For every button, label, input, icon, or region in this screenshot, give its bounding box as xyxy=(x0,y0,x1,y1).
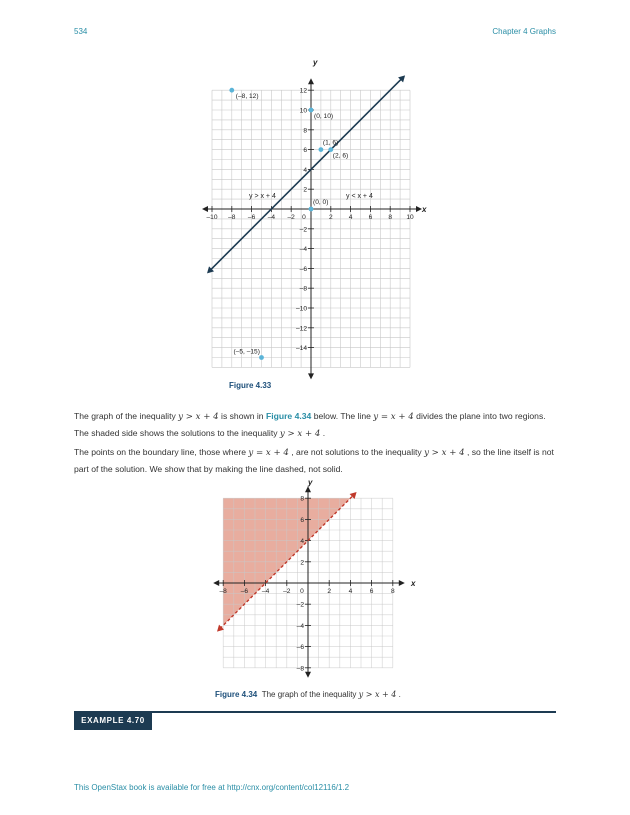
y-axis-label: y xyxy=(308,478,313,487)
x-axis-arrow xyxy=(202,206,208,212)
x-tick-label: 0 xyxy=(300,588,304,595)
y-tick-label: 2 xyxy=(300,559,304,567)
y-tick-label: 6 xyxy=(300,516,304,524)
y-tick-label: 6 xyxy=(303,147,307,155)
y-tick-label: 4 xyxy=(300,538,304,546)
x-tick-label: 8 xyxy=(388,214,393,221)
x-tick-label: 6 xyxy=(369,588,374,595)
point-label: (0, 0) xyxy=(313,199,329,206)
data-point xyxy=(259,355,264,360)
data-point xyxy=(229,88,234,93)
y-tick-label: –14 xyxy=(295,345,307,353)
figure-4-33-graph xyxy=(200,55,425,375)
x-tick-label: 4 xyxy=(348,214,353,221)
y-axis-arrow xyxy=(308,78,314,84)
point-label: (–5, –15) xyxy=(233,348,260,356)
paragraph-1: The graph of the inequality y > x + 4 is shown in Figure 4.34 below. The line y = x + 4 divides the plane into two regions. The shaded side shows the solutions to the inequality y > x + 4 . xyxy=(74,411,546,439)
figure-4-34-caption: Figure 4.34 The graph of the inequality y > x + 4 . xyxy=(215,690,401,699)
y-axis-arrow xyxy=(305,672,311,678)
y-tick-label: –12 xyxy=(295,325,307,333)
x-tick-label: 2 xyxy=(327,588,332,595)
x-tick-label: –4 xyxy=(261,588,270,595)
footer-text: This OpenStax book is available for free at http://cnx.org/content/col12116/1.2 xyxy=(74,783,350,792)
x-axis-label: x xyxy=(422,205,427,214)
y-tick-label: –4 xyxy=(296,622,304,630)
data-point xyxy=(319,147,324,152)
y-axis-label: y xyxy=(313,58,318,67)
y-tick-label: 4 xyxy=(303,166,307,174)
point-label: (2, 6) xyxy=(332,152,349,160)
figure-4-33-caption: Figure 4.33 xyxy=(229,381,272,390)
y-tick-label: –10 xyxy=(295,305,307,313)
y-axis-arrow xyxy=(308,373,314,379)
y-tick-label: –8 xyxy=(299,285,307,293)
y-tick-label: –2 xyxy=(299,226,307,234)
x-tick-label: –6 xyxy=(240,588,249,595)
y-tick-label: 8 xyxy=(303,127,307,135)
x-tick-label: –2 xyxy=(287,214,295,221)
region-label-above: y > x + 4 xyxy=(249,193,276,200)
x-tick-label: –8 xyxy=(228,214,236,221)
figure-4-34-graph xyxy=(213,477,418,677)
point-label: (–8, 12) xyxy=(235,93,259,101)
y-tick-label: –2 xyxy=(296,601,304,609)
x-tick-label: –2 xyxy=(283,588,291,595)
x-tick-label: 8 xyxy=(390,588,395,595)
y-tick-label: –6 xyxy=(299,265,307,273)
y-tick-label: –8 xyxy=(296,665,304,673)
y-tick-label: –4 xyxy=(299,246,307,254)
y-tick-label: 8 xyxy=(300,495,304,503)
y-tick-label: 12 xyxy=(299,87,307,95)
data-point xyxy=(328,147,333,152)
x-tick-label: –4 xyxy=(267,214,276,221)
y-tick-label: –6 xyxy=(296,644,304,652)
region-label-below: y < x + 4 xyxy=(346,193,373,200)
x-tick-label: –8 xyxy=(219,588,227,595)
x-tick-label: 2 xyxy=(328,214,333,221)
chapter-title: Chapter 4 Graphs xyxy=(492,27,556,36)
x-tick-label: 0 xyxy=(302,214,306,221)
x-axis-arrow xyxy=(213,580,219,586)
page-number: 534 xyxy=(74,27,88,36)
x-tick-label: 10 xyxy=(406,214,414,221)
x-axis-label: x xyxy=(411,579,416,588)
x-tick-label: 6 xyxy=(368,214,373,221)
paragraph-2: The points on the boundary line, those where y = x + 4 , are not solutions to the inequality y > x + 4 , so the line itself is not part of the solution. We show that by making the line dashed, not solid. xyxy=(74,447,554,474)
data-point xyxy=(309,108,314,113)
x-tick-label: 4 xyxy=(348,588,353,595)
x-tick-label: –10 xyxy=(206,214,218,221)
example-badge: EXAMPLE 4.70 xyxy=(74,711,152,730)
y-tick-label: 2 xyxy=(303,186,307,194)
point-label: (0, 10) xyxy=(314,113,334,120)
point-label: (1, 6) xyxy=(322,139,339,147)
y-tick-label: 10 xyxy=(299,107,307,115)
data-point xyxy=(309,207,314,212)
figure-4-34-link[interactable]: Figure 4.34 xyxy=(265,411,312,421)
x-axis-arrow xyxy=(399,580,405,586)
y-axis-arrow xyxy=(305,486,311,492)
x-tick-label: –6 xyxy=(247,214,256,221)
